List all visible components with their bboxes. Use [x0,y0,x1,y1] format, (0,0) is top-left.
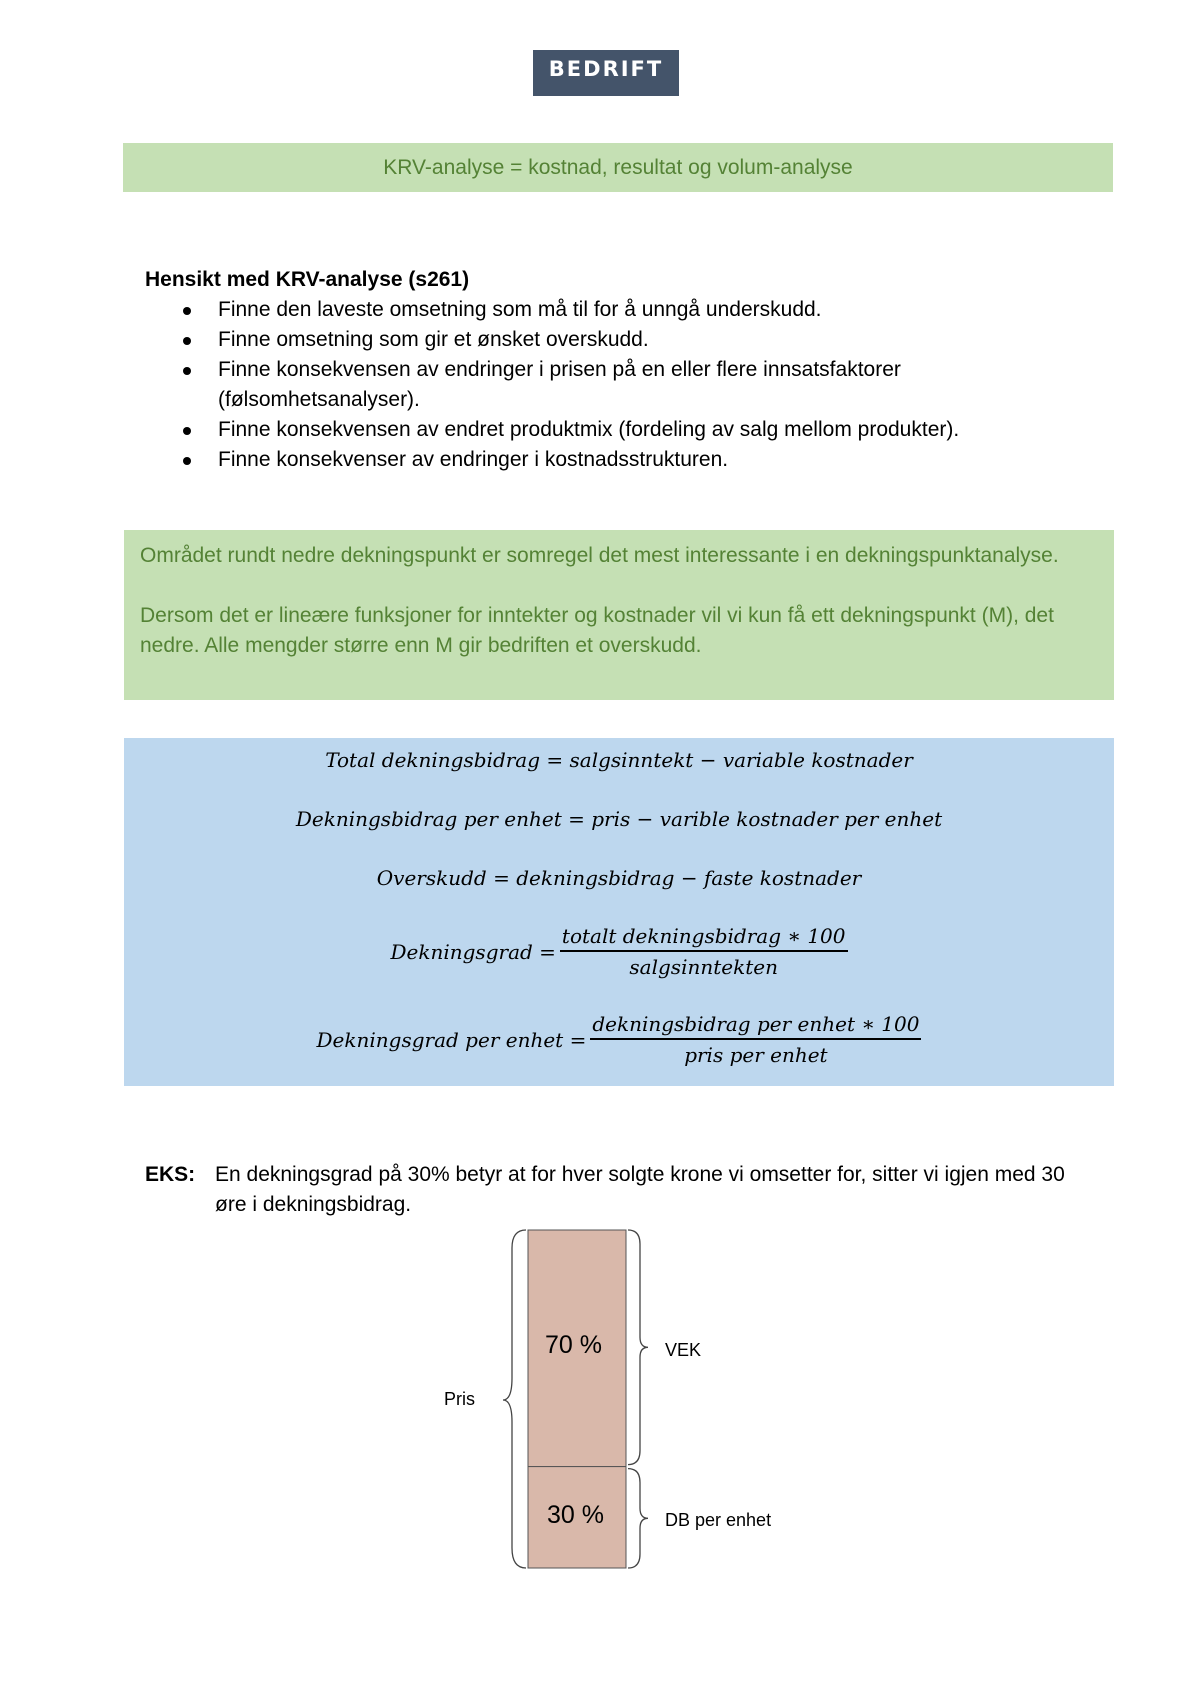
db-percent-label: 30 % [547,1501,604,1529]
purpose-heading: Hensikt med KRV-analyse (s261) [145,268,470,291]
formula-lhs: Dekningsgrad per enhet = [316,1027,587,1052]
info-paragraph: Dersom det er lineære funksjoner for inntekter og kostnader vil vi kun få ett dekningspunkt (M), det nedre. Alle mengder større enn M gir bedriften et overskudd. [140,604,1054,657]
fraction [560,924,848,979]
example-section [145,1160,1065,1220]
example-label: EKS: [145,1163,196,1186]
pris-label: Pris [444,1389,475,1409]
purpose-list [145,295,1065,475]
vek-brace [628,1230,648,1465]
title-banner [123,143,1113,192]
formula-box [124,738,1114,1086]
fraction-denominator: salgsinntekten [629,955,778,979]
formula-dekningsgrad [124,924,1114,979]
price-split-diagram [400,1228,820,1588]
fraction-numerator: dekningsbidrag per enhet ∗ 100 [590,1012,921,1040]
db-label: DB per enhet [665,1510,772,1530]
list-item: Finne konsekvenser av endringer i kostnadsstrukturen. [145,445,1065,475]
list-item: Finne konsekvensen av endringer i prisen på en eller flere innsatsfaktorer (følsomhetsanalyser). [145,355,1065,415]
formula-total-db: Total dekningsbidrag = salgsinntekt − variable kostnader [325,748,913,772]
info-box [124,530,1114,700]
fraction-numerator: totalt dekningsbidrag ∗ 100 [560,924,848,952]
purpose-section [145,265,1065,475]
formula-db-per-unit: Dekningsbidrag per enhet = pris − varible kostnader per enhet [295,807,943,831]
vek-percent-label: 70 % [545,1331,602,1359]
list-item: Finne den laveste omsetning som må til for å unngå underskudd. [145,295,1065,325]
pris-brace [503,1230,526,1568]
header-tab-label: BEDRIFT [548,57,664,81]
info-paragraph: Området rundt nedre dekningspunkt er somregel det mest interessante i en dekningspunktanalyse. [140,544,1059,567]
fraction [590,1012,921,1067]
header-tab [533,50,679,96]
fraction-denominator: pris per enhet [684,1043,828,1067]
list-item: Finne konsekvensen av endret produktmix (fordeling av salg mellom produkter). [145,415,1065,445]
vek-label: VEK [665,1340,702,1360]
formula-dekningsgrad-per-unit [124,1012,1114,1067]
list-item: Finne omsetning som gir et ønsket overskudd. [145,325,1065,355]
formula-lhs: Dekningsgrad = [390,939,556,964]
banner-text: KRV-analyse = kostnad, resultat og volum-analyse [383,155,853,179]
example-text: En dekningsgrad på 30% betyr at for hver solgte krone vi omsetter for, sitter vi igjen med 30 øre i dekningsbidrag. [215,1163,1065,1216]
db-brace [628,1469,648,1568]
formula-overskudd: Overskudd = dekningsbidrag − faste kostnader [376,866,862,890]
